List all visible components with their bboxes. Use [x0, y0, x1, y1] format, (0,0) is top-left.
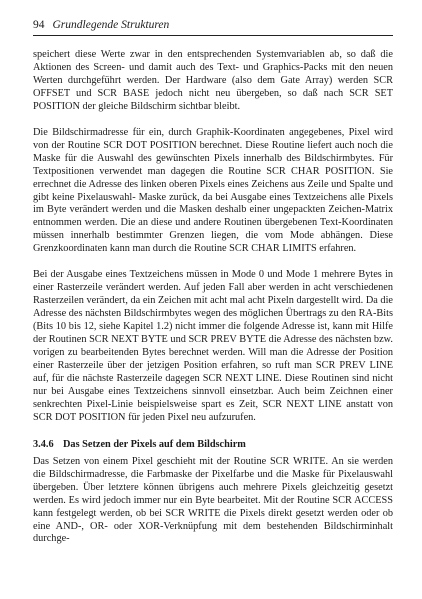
- body-paragraph: Bei der Ausgabe eines Textzeichens müssen in Mode 0 und Mode 1 mehrere Bytes in einer Rasterzeile verändert werden. Auf jeden Fall aber werden in acht verschiedenen Rasterzeilen verändert, da ein Zeichen mit acht mal acht Pixeln dargestellt wird. Da die Adresse des nächsten Bildschirmbytes wegen des möglichen Übertrags zu den RA-Bits (Bits 10 bis 12, siehe Kapitel 1.2) nicht immer die folgende Adresse ist, kann mit Hilfe der Routinen SCR NEXT BYTE und SCR PREV BYTE die Adresse des nächsten bzw. vorigen zu bearbeitenden Bytes berechnet werden. Will man die Adresse der Position einer Rasterzeile über der jetzigen Position erfahren, so ruft man SCR PREV LINE auf, für die nächste Rasterzeile dagegen SCR NEXT LINE. Diese Routinen sind nicht nur bei Ausgabe eines Textzeichens sinnvoll einsetzbar. Auch beim Zeichnen einer senkrechten Pixel-Linie beispielsweise spart es Zeit, SCR NEXT LINE anstatt von SCR DOT POSITION für jeden Pixel neu aufzurufen.: [33, 269, 393, 423]
- section-heading: [33, 438, 393, 451]
- body-paragraph: speichert diese Werte zwar in den entsprechenden Systemvariablen ab, so daß die Aktionen des Screen- und damit auch des Text- und Graphics-Packs mit den neuen Werten durchgeführt werden. Der Hardware (also dem Gate Array) werden SCR OFFSET und SCR BASE jedoch nicht neu übergeben, so daß nach SCR SET POSITION der gleiche Bildschirm sichtbar bleibt.: [33, 49, 393, 112]
- running-header: [33, 18, 393, 36]
- section-title: Das Setzen der Pixels auf dem Bildschirm: [63, 438, 246, 450]
- body-paragraph: Die Bildschirmadresse für ein, durch Graphik-Koordinaten angegebenes, Pixel wird von der Routine SCR DOT POSITION berechnet. Diese Routine liefert auch noch die Maske für die Auswahl des gewünschten Pixels innerhalb des Bildschirmbytes. Für Textpositionen verwendet man dagegen die Routine SCR CHAR POSITION. Sie errechnet die Adresse des linken oberen Pixels eines Zeichens aus Zeile und Spalte und gibt keine Pixelauswahl- Maske zurück, da bei Ausgabe eines Textzeichens alle Pixels im Byte verändert werden und die Masken deshalb einer ungepackten Zeichen-Matrix entnommen werden. Die an diese und andere Routinen übergebenen Text-Koordinaten müssen innerhalb bestimmter Grenzen liegen, die vom Mode abhängen. Diese Grenzkoordinaten kann man durch die Routine SCR CHAR LIMITS erfahren.: [33, 126, 393, 255]
- page-body: [33, 49, 393, 546]
- section-number: 3.4.6: [33, 438, 54, 450]
- running-title: Grundlegende Strukturen: [52, 19, 170, 31]
- section-paragraph: Das Setzen von einem Pixel geschieht mit der Routine SCR WRITE. An sie werden die Bildschirmadresse, die Farbmaske der Pixelfarbe und die Maske für Pixelauswahl übergeben. Über letztere können übrigens auch mehrere Pixels gleichzeitig gesetzt werden. Es wird jedoch immer nur ein Byte bearbeitet. Mit der Routine SCR ACCESS kann festgelegt werden, ob bei SCR WRITE die Pixels direkt gesetzt werden oder ob eine AND-, OR- oder XOR-Verknüpfung mit dem bestehenden Bildschirminhalt durchge-: [33, 455, 393, 545]
- book-page: [33, 18, 393, 546]
- page-number: 94: [33, 19, 45, 31]
